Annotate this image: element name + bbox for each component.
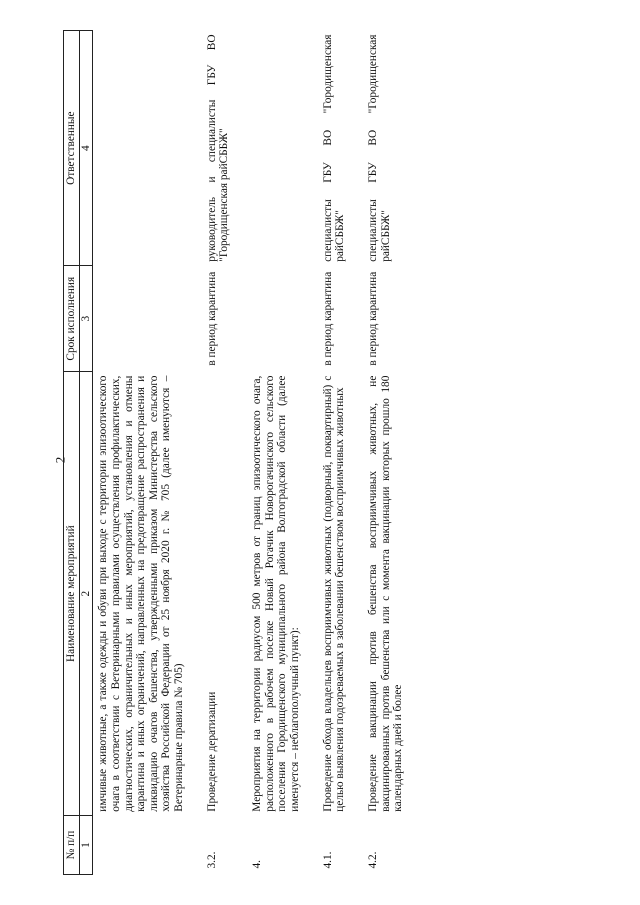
column-number: 3 <box>79 266 93 372</box>
row-number: 4. <box>251 860 264 869</box>
measure-name: Проведение вакцинации против бешенства восприимчивых животных, не вакцинированных против бешенства или с момента вакцинации которых прошло 180 календарных дней и более <box>366 375 405 812</box>
deadline <box>93 266 190 372</box>
column-number: 1 <box>79 816 93 875</box>
row-number: 3.2. <box>205 851 218 869</box>
deadline: в период карантина <box>205 271 218 366</box>
row-number: 4.1. <box>321 851 334 869</box>
responsible: руководитель и специалисты ГБУ ВО "Городищенская райСББЖ" <box>205 34 231 262</box>
responsible: специалисты ГБУ ВО "Городищенская райСББЖ" <box>321 34 347 262</box>
measure-name: Проведение дератизации <box>205 691 218 812</box>
column-number: 2 <box>79 372 93 816</box>
table-row <box>306 31 351 875</box>
measure-name: имчивые животные, а также одежды и обуви при выходе с территории эпизоотического очага в соответствии с Ветеринарными правилами осуществления профилактических, диагностических, ограничительных и иных мероприятий, установления и отмены карантина и иных ограничений, направленных на предотвращение распространения и ликвидацию очагов бешенства, утвержденными приказом Министерства сельского хозяйства Российской Федерации от 25 ноября 2020 г. № 705 (далее именуются – Ветеринарные правила № 705) <box>97 375 186 812</box>
responsible <box>235 31 306 266</box>
deadline: в период карантина <box>366 271 379 366</box>
measures-table <box>63 30 409 875</box>
table-row <box>235 31 306 875</box>
rotated-page <box>63 30 623 875</box>
table-header-row <box>64 31 80 875</box>
table-row <box>93 31 190 875</box>
responsible <box>93 31 190 266</box>
table-row <box>190 31 235 875</box>
header-deadline: Срок исполнения <box>64 266 80 372</box>
header-responsible: Ответственные <box>64 31 80 266</box>
responsible: специалисты ГБУ ВО "Городищенская райСББЖ" <box>366 34 392 262</box>
row-number <box>93 816 190 875</box>
column-number: 4 <box>79 31 93 266</box>
table-row <box>351 31 409 875</box>
measure-name: Проведение обхода владельцев восприимчивых животных (подворный, поквартирный) с целью выявления подозреваемых в заболевании бешенством восприимчивых животных <box>321 375 347 812</box>
measure-name: Мероприятия на территории радиусом 500 метров от границ эпизоотического очага, расположенного в рабочем поселке Новый Рогачик Новорогачинского сельского поселения Городищенского муниципального района Волгоградской области (далее именуется – неблагополучный пункт): <box>251 375 301 812</box>
header-measure-name: Наименование мероприятий <box>64 372 80 816</box>
deadline: в период карантина <box>321 271 334 366</box>
column-numbers-row <box>79 31 93 875</box>
page-number: 2 <box>52 456 68 464</box>
row-number: 4.2. <box>366 851 379 869</box>
header-number: № п/п <box>64 816 80 875</box>
deadline <box>235 266 306 372</box>
